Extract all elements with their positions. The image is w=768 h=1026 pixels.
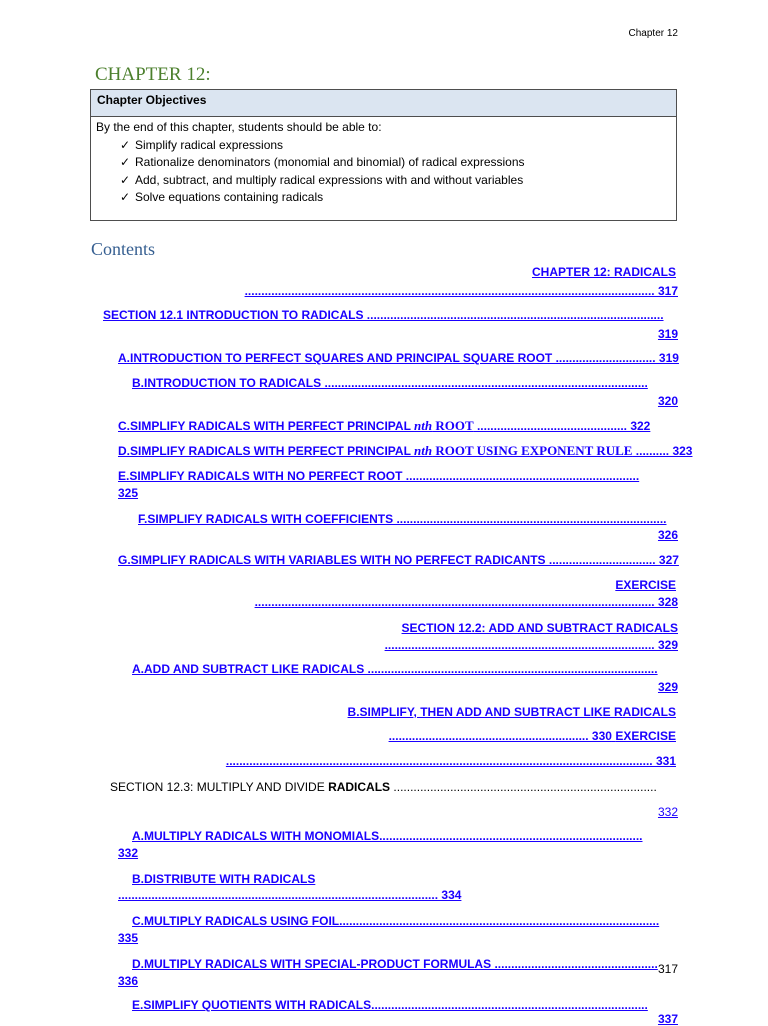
toc-12-1-d-root: ROOT USING EXPONENT RULE [432,443,633,458]
toc-12-1-g[interactable]: G.SIMPLIFY RADICALS WITH VARIABLES WITH NO PERFECT RADICANTS ................................ 327 [118,553,679,567]
objectives-list [96,137,671,207]
objective-text: Add, subtract, and multiply radical expressions with and without variables [135,172,524,187]
chapter-title: CHAPTER 12: [95,64,211,85]
objective-text: Solve equations containing radicals [135,190,324,204]
toc-12-3-c-page[interactable]: 335 [118,931,139,945]
check-icon: ✓ [120,137,131,152]
toc-12-3-b[interactable]: B.DISTRIBUTE WITH RADICALS [132,872,316,886]
objective-item [120,172,671,190]
objective-item [120,189,671,207]
toc-12-1-f[interactable]: F.SIMPLIFY RADICALS WITH COEFFICIENTS ................................................................................. [138,512,667,526]
objectives-heading: Chapter Objectives [91,90,676,117]
toc-exercise-12-2-page[interactable]: ................................................................................................................................ 331 [225,754,676,768]
toc-12-1-e-page[interactable]: 325 [118,486,139,500]
toc-section-12-3-page[interactable]: 332 [657,805,678,819]
toc-section-12-3-dots: ............................................................................... [390,780,657,794]
toc-12-1-f-page[interactable]: 326 [657,528,678,542]
toc-12-2-a-page[interactable]: 329 [657,680,678,694]
objective-text: Rationalize denominators (monomial and binomial) of radical expressions [135,155,525,169]
toc-section-12-1[interactable]: SECTION 12.1 INTRODUCTION TO RADICALS ......................................................................................... [103,308,664,322]
toc-12-2-a[interactable]: A.ADD AND SUBTRACT LIKE RADICALS ....................................................................................... [132,662,658,676]
objective-item [120,137,671,155]
toc-section-12-3[interactable] [110,780,657,794]
toc-12-2-b-page-text: ............................................................ 330 [388,729,612,743]
toc-12-1-b[interactable]: B.INTRODUCTION TO RADICALS ................................................................................................. [132,376,648,390]
check-icon: ✓ [120,190,131,204]
toc-section-12-2-page[interactable]: ................................................................................. 329 [384,638,678,652]
toc-chapter-12-radicals[interactable]: CHAPTER 12: RADICALS [531,265,676,279]
toc-12-1-a[interactable]: A.INTRODUCTION TO PERFECT SQUARES AND PRINCIPAL SQUARE ROOT .............................. 319 [118,351,679,365]
toc-chapter-12-page[interactable]: ........................................................................................................................... 317 [244,284,678,298]
toc-section-12-2[interactable]: SECTION 12.2: ADD AND SUBTRACT RADICALS [401,621,678,635]
page-number: 317 [657,962,678,976]
objectives-intro: By the end of this chapter, students should be able to: [96,120,382,134]
toc-exercise-12-2: EXERCISE [615,729,676,743]
toc-12-1-b-page[interactable]: 320 [657,394,678,408]
toc-12-3-c[interactable]: C.MULTIPLY RADICALS USING FOIL................................................................................................ [132,914,660,928]
toc-12-3-a-page[interactable]: 332 [118,846,139,860]
contents-heading: Contents [91,239,156,259]
toc-12-1-e[interactable]: E.SIMPLIFY RADICALS WITH NO PERFECT ROOT ...................................................................... [118,469,640,483]
toc-12-3-a[interactable]: A.MULTIPLY RADICALS WITH MONOMIALS............................................................................... [132,829,643,843]
nth-math: nth [414,443,433,458]
toc-12-3-d-page[interactable]: 336 [118,974,139,988]
toc-section-12-3-text: SECTION 12.3: MULTIPLY AND DIVIDE [110,780,329,794]
check-icon: ✓ [120,172,131,187]
objectives-box [90,89,677,221]
objective-item [120,154,671,172]
toc-12-1-c-text: C.SIMPLIFY RADICALS WITH PERFECT PRINCIPAL [118,419,415,433]
toc-12-1-d-text: D.SIMPLIFY RADICALS WITH PERFECT PRINCIPAL [118,444,415,458]
toc-12-1-d-page: .......... 323 [632,444,693,458]
toc-12-1-d[interactable] [118,443,692,459]
toc-12-3-e[interactable]: E.SIMPLIFY QUOTIENTS WITH RADICALS................................................................................... [132,998,648,1012]
toc-12-1-c[interactable] [118,418,650,434]
check-icon: ✓ [120,155,131,169]
toc-12-3-d[interactable]: D.MULTIPLY RADICALS WITH SPECIAL-PRODUCT FORMULAS ................................................. [132,957,658,971]
toc-12-1-c-page: ............................................. 322 [473,419,651,433]
nth-math: nth [414,418,433,433]
toc-12-2-b-page[interactable] [389,729,676,743]
toc-12-3-e-page[interactable]: 337 [657,1012,678,1026]
running-head: Chapter 12 [628,28,678,39]
toc-12-2-b[interactable]: B.SIMPLIFY, THEN ADD AND SUBTRACT LIKE RADICALS [347,705,676,719]
toc-exercise-12-1-page[interactable]: ........................................................................................................................ 328 [254,595,678,609]
toc-12-1-c-root: ROOT [432,418,474,433]
toc-12-3-b-page[interactable]: ................................................................................................ 334 [118,888,462,902]
objective-text: Simplify radical expressions [135,137,284,152]
objectives-body [91,117,676,209]
toc-exercise-12-1[interactable]: EXERCISE [615,578,676,592]
toc-section-12-1-page[interactable]: 319 [657,327,678,341]
toc-section-12-3-radicals: RADICALS [328,780,391,794]
